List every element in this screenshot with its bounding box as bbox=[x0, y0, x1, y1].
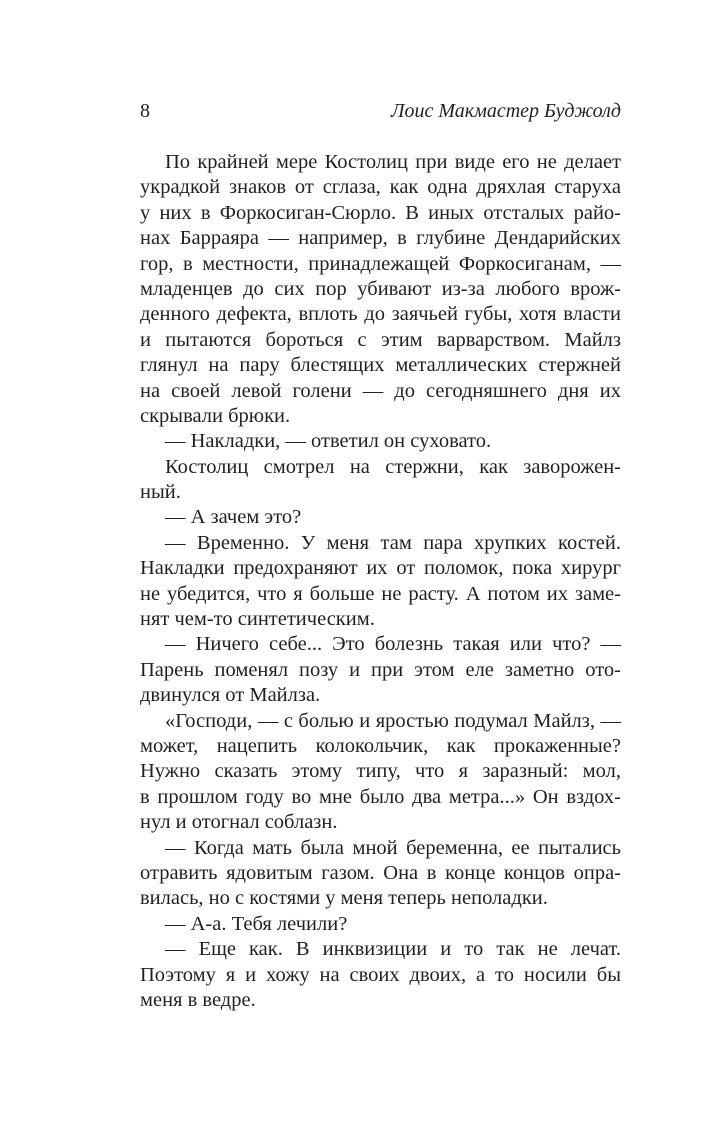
text-line: отравить ядовитым газом. Она в конце концов опра- bbox=[140, 861, 621, 884]
text-line: в прошлом году во мне было два метра...» Он вздох- bbox=[140, 785, 621, 808]
text-line: денного дефекта, вплоть до заячьей губы, хотя власти bbox=[140, 303, 621, 326]
text-line: нят чем-то синтетическим. bbox=[140, 608, 375, 631]
page-number: 8 bbox=[140, 100, 150, 122]
text-line: Костолиц смотрел на стержни, как заворожен- bbox=[165, 455, 621, 478]
running-header bbox=[140, 100, 621, 126]
text-line: младенцев до сих пор убивают из-за любого врож- bbox=[140, 277, 621, 300]
text-line: По крайней мере Костолиц при виде его не делает bbox=[165, 151, 621, 173]
text-line: меня в ведре. bbox=[140, 988, 256, 1011]
text-line: гор, в местности, принадлежащей Форкосиганам, — bbox=[140, 252, 621, 275]
text-line: у них в Форкосиган-Сюрло. В иных отсталых райо- bbox=[140, 201, 621, 224]
text-line: — Еще как. В инквизиции и то так не лечат. bbox=[165, 938, 621, 961]
text-line: не убедится, что я больше не расту. А потом их заме- bbox=[140, 582, 621, 605]
running-header-author: Лоис Макмастер Буджолд bbox=[390, 100, 621, 122]
text-line: и пытаются бороться с этим варварством. Майлз bbox=[140, 328, 621, 351]
text-line: нул и отогнал соблазн. bbox=[140, 811, 338, 834]
text-line: глянул на пару блестящих металлических стержней bbox=[140, 354, 621, 377]
text-line: — Когда мать была мной беременна, ее пытались bbox=[165, 836, 621, 859]
text-line: — Ничего себе... Это болезнь такая или что? — bbox=[165, 633, 621, 656]
text-line: украдкой знаков от сглаза, как одна дряхлая старуха bbox=[140, 176, 621, 199]
text-line: Накладки предохраняют их от поломок, пока хирург bbox=[140, 557, 621, 580]
text-line: двинулся от Майлза. bbox=[140, 684, 321, 707]
text-line: скрывали брюки. bbox=[140, 404, 291, 427]
text-line: на своей левой голени — до сегодняшнего дня их bbox=[140, 379, 621, 402]
text-line: ный. bbox=[140, 481, 181, 504]
text-line: нах Барраяра — например, в глубине Дендарийских bbox=[140, 227, 621, 250]
text-line: вилась, но с костями у меня теперь неполадки. bbox=[140, 887, 548, 910]
text-line: — Накладки, — ответил он суховато. bbox=[165, 430, 492, 453]
text-line: может, нацепить колокольчик, как прокаженные? bbox=[140, 734, 621, 757]
text-line: Нужно сказать этому типу, что я заразный: мол, bbox=[140, 760, 621, 783]
text-line: Поэтому я и хожу на своих двоих, а то носили бы bbox=[140, 963, 621, 986]
text-line: — Временно. У меня там пара хрупких костей. bbox=[165, 531, 621, 554]
text-line: Парень поменял позу и при этом еле заметно ото- bbox=[140, 658, 621, 681]
text-line: — А-а. Тебя лечили? bbox=[165, 912, 348, 935]
body-text bbox=[140, 150, 621, 1013]
text-line: — А зачем это? bbox=[165, 506, 302, 529]
text-line: «Господи, — с болью и яростью подумал Майлз, — bbox=[165, 709, 621, 732]
